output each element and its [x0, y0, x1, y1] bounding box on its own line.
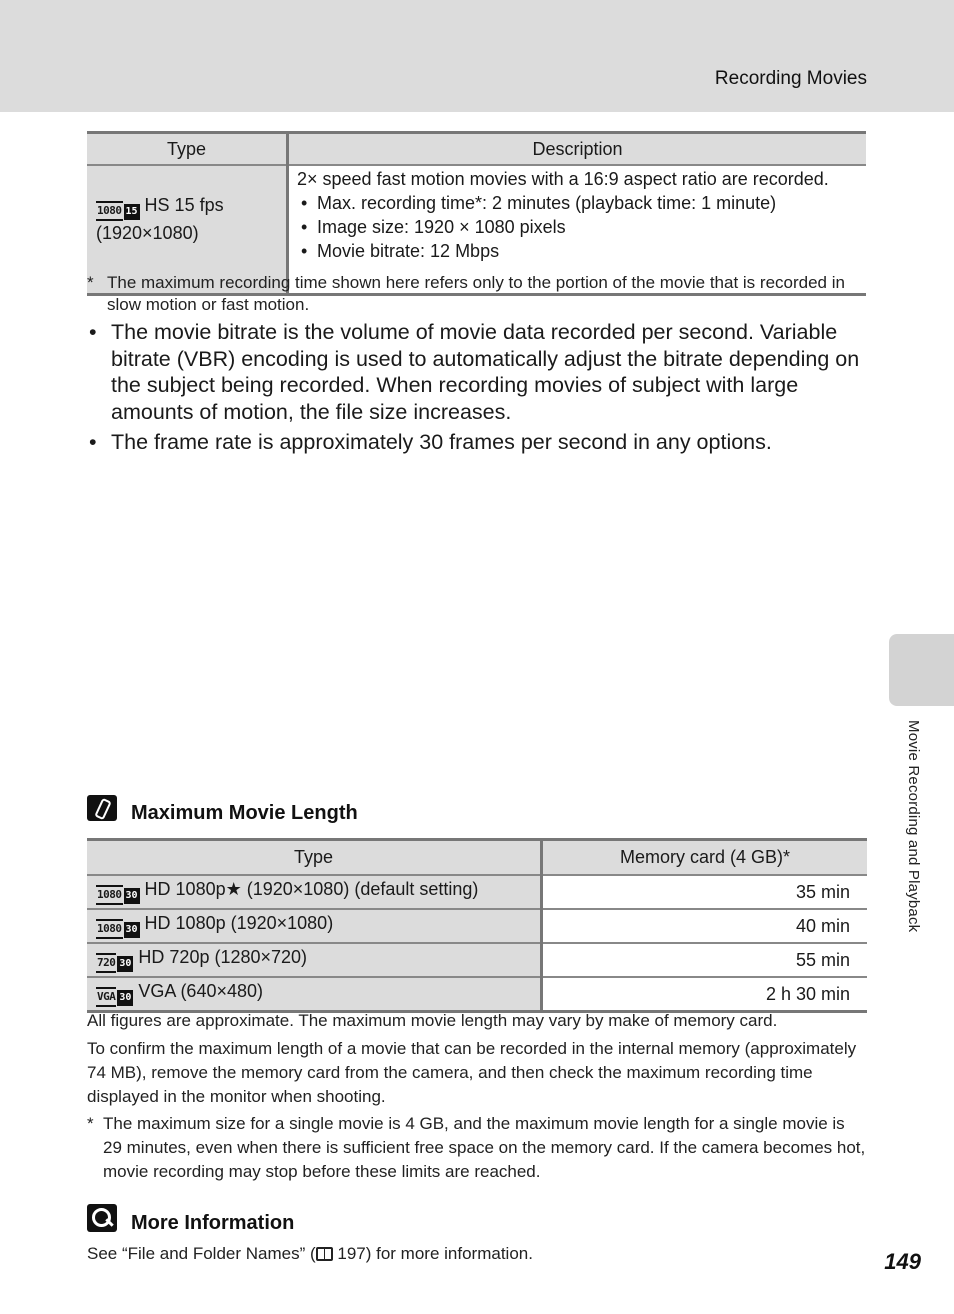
length-cell: 2 h 30 min [542, 977, 868, 1012]
type-line-2: (1920×1080) [96, 223, 199, 243]
movie-option-icon: 1080 30 [96, 919, 140, 939]
chapter-tab [889, 634, 954, 706]
footnote-marker: * [87, 273, 94, 292]
table-header-memory-card: Memory card (4 GB)* [542, 840, 868, 876]
page-number: 149 [884, 1249, 921, 1274]
footnote-text: The maximum recording time shown here refers only to the portion of the movie that is recorded in slow motion or fast motion. [107, 273, 845, 314]
list-item: • Image size: 1920 × 1080 pixels [297, 215, 866, 239]
internal-memory-note: To confirm the maximum length of a movie that can be recorded in the internal memory (approximately 74 MB), remove the memory card from the camera, and then check the maximum recording time displayed in the monitor when shooting. [87, 1039, 857, 1106]
table-row [87, 943, 867, 977]
description-list [297, 191, 866, 263]
type-cell: 1080 30 HD 1080p★ (1920×1080) (default setting) [87, 875, 542, 909]
movie-option-icon: 1080 15 [96, 201, 140, 221]
table-row [87, 909, 867, 943]
table-header-type: Type [87, 133, 288, 166]
movie-option-icon: 720 30 [96, 953, 133, 973]
footnote-marker: * [87, 1114, 94, 1133]
more-info-text: See “File and Folder Names” ( 197) for more information. [87, 1244, 533, 1263]
length-cell: 55 min [542, 943, 868, 977]
table-header-type: Type [87, 840, 542, 876]
bullet-list [87, 319, 877, 460]
header-band [0, 0, 954, 112]
bullet-item: • The frame rate is approximately 30 frames per second in any options. [87, 429, 877, 456]
chapter-label: Movie Recording and Playback [905, 720, 922, 933]
type-cell: 720 30 HD 720p (1280×720) [87, 943, 542, 977]
table-header-description: Description [288, 133, 867, 166]
movie-option-icon: 1080 30 [96, 885, 140, 905]
max-length-footnote [87, 1112, 867, 1184]
movie-option-icon: VGA 30 [96, 987, 133, 1007]
section-title: Recording Movies [714, 68, 867, 89]
type-cell: VGA 30 VGA (640×480) [87, 977, 542, 1012]
max-length-table [87, 838, 867, 1013]
max-length-heading: Maximum Movie Length [87, 795, 358, 825]
type-cell: 1080 30 HD 1080p (1920×1080) [87, 909, 542, 943]
length-cell: 35 min [542, 875, 868, 909]
list-item: • Movie bitrate: 12 Mbps [297, 239, 866, 263]
table-footnote [87, 272, 867, 316]
table-row [87, 977, 867, 1012]
bullet-item: • The movie bitrate is the volume of movie data recorded per second. Variable bitrate (VBR) encoding is used to automatically adjust the bitrate depending on the subject being recorded. When recording movies of subject with large amounts of motion, the file size increases. [87, 319, 877, 425]
description-intro: 2× speed fast motion movies with a 16:9 aspect ratio are recorded. [297, 169, 829, 189]
type-line-1: HS 15 fps [144, 195, 224, 215]
footnote-text: The maximum size for a single movie is 4 GB, and the maximum movie length for a single movie is 29 minutes, even when there is sufficient free space on the memory card. If the camera becomes hot, movie recording may stop before these limits are reached. [103, 1114, 866, 1181]
note-icon [87, 795, 117, 821]
more-info-heading: More Information [87, 1204, 294, 1235]
magnifier-icon [87, 1204, 117, 1232]
length-cell: 40 min [542, 909, 868, 943]
approximate-note: All figures are approximate. The maximum movie length may vary by make of memory card. [87, 1011, 778, 1030]
book-icon [316, 1247, 333, 1261]
list-item: • Max. recording time*: 2 minutes (playback time: 1 minute) [297, 191, 866, 215]
table-row [87, 875, 867, 909]
